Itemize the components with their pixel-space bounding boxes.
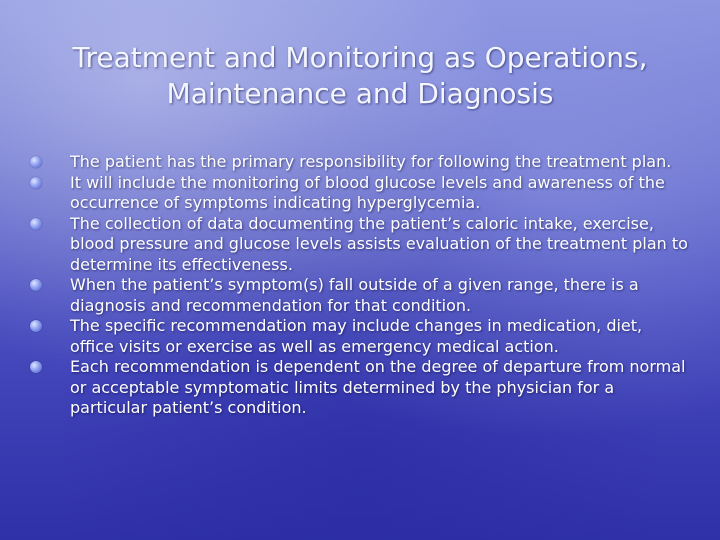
bullet-dot-icon	[30, 156, 42, 168]
bullet-item	[30, 152, 690, 173]
bullet-item	[30, 214, 690, 276]
bullet-dot-icon	[30, 279, 42, 291]
bullet-text: When the patient’s symptom(s) fall outside of a given range, there is a diagnosis and recommendation for that condition.	[70, 275, 639, 315]
slide-title-line-1: Treatment and Monitoring as Operations,	[72, 41, 648, 74]
bullet-item	[30, 316, 690, 357]
bullet-text: It will include the monitoring of blood glucose levels and awareness of the occurrence of symptoms indicating hyperglycemia.	[70, 172, 665, 212]
bullet-item	[30, 173, 690, 214]
bullet-dot-icon	[30, 218, 42, 230]
bullet-item	[30, 357, 690, 419]
bullet-text: The collection of data documenting the patient’s caloric intake, exercise, blood pressure and glucose levels assists evaluation of the treatment plan to determine its effectiveness.	[70, 213, 688, 274]
bullet-dot-icon	[30, 177, 42, 189]
slide-title-line-2: Maintenance and Diagnosis	[166, 77, 554, 110]
bullet-dot-icon	[30, 320, 42, 332]
bullet-list	[30, 152, 690, 419]
bullet-text: The patient has the primary responsibility for following the treatment plan.	[70, 152, 672, 171]
bullet-text: Each recommendation is dependent on the degree of departure from normal or acceptable symptomatic limits determined by the physician for a particular patient’s condition.	[70, 357, 686, 417]
slide-title	[0, 40, 720, 112]
bullet-item	[30, 275, 690, 316]
bullet-dot-icon	[30, 361, 42, 373]
bullet-text: The specific recommendation may include changes in medication, diet, office visits or exercise as well as emergency medical action.	[70, 316, 643, 356]
